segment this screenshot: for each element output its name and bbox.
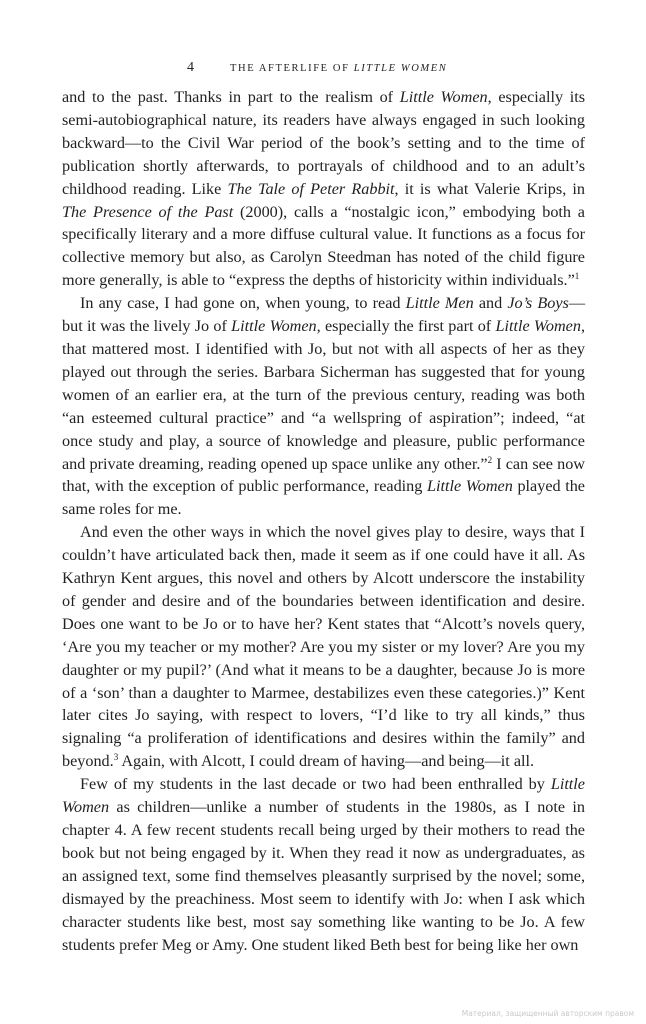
footnote-ref: 1 xyxy=(574,271,580,282)
running-head-title-italic: LITTLE WOMEN xyxy=(353,63,448,74)
italic-title: Little Women, xyxy=(231,317,321,336)
italic-title: The Tale of Peter Rabbit xyxy=(227,179,395,198)
text-run: —but it was the lively Jo of xyxy=(62,294,585,336)
text-run: Few of my students in the last decade or two had been enthralled by xyxy=(80,775,551,794)
copyright-watermark: Материал, защищенный авторским правом xyxy=(461,1009,634,1018)
italic-title: Little Women xyxy=(62,775,585,817)
footnote-ref: 3 xyxy=(113,752,119,763)
italic-title: Jo’s Boys xyxy=(507,294,569,313)
text-run: , that mattered most. I identified with Jo, but not with all aspects of her as they played out through the series. Barbara Sicherman has suggested that for young women of an earlier era, at the turn of the previous century, reading was both “an esteemed cultural practice” and “a wellspring of aspiration”; indeed, “at once study and play, a source of knowledge and pleasure, public performance and private dreaming, reading opened up space unlike any other.” xyxy=(62,317,585,473)
running-head xyxy=(62,56,585,86)
italic-title: Little Men xyxy=(405,294,474,313)
paragraph xyxy=(62,86,585,292)
footnote-ref: 2 xyxy=(487,454,493,465)
text-run: Again, with Alcott, I could dream of having—and being—it all. xyxy=(118,752,535,771)
text-run: , especially its semi-autobiographical nature, its readers have always engaged in such looking backward—to the Civil War period of the book’s setting and to the time of publication shortly afterwards, to portrayals of childhood and to an adult’s childhood reading. Like xyxy=(62,88,585,198)
text-run: and to the past. Thanks in part to the realism of xyxy=(62,88,400,106)
text-run: I can see now that, with the exception of public performance, reading xyxy=(62,454,586,496)
running-head-title-prefix: THE AFTERLIFE OF xyxy=(230,63,354,74)
paragraph xyxy=(62,521,585,773)
body-text xyxy=(62,86,585,956)
italic-title: The Presence of the Past xyxy=(62,202,234,221)
book-page xyxy=(62,56,585,956)
text-run: In any case, I had gone on, when young, to read xyxy=(80,294,406,313)
text-run: played the same roles for me. xyxy=(62,477,585,519)
text-run: And even the other ways in which the novel gives play to desire, ways that I couldn’t have articulated back then, made it seem as if one could have it all. As Kathryn Kent argues, this novel and others by Alcott underscore the instability of gender and desire and of the boundaries between identification and desire. Does one want to be Jo or to have her? Kent states that “Alcott’s novels query, ‘Are you my teacher or my mother? Are you my sister or my lover? Are you my daughter or my pupil?’ (And what it means to be a daughter, because Jo is more of a ‘son’ than a daughter to Marmee, destabilizes even these categories.)” Kent later cites Jo saying, with respect to lovers, “I’d like to try all kinds,” thus signaling “a proliferation of identifications and desires within the family” and beyond. xyxy=(62,523,585,771)
text-run: especially the first part of xyxy=(320,317,496,336)
text-run: , it is what Valerie Krips, in xyxy=(394,179,585,198)
italic-title: Little Women xyxy=(426,477,513,496)
page-number: 4 xyxy=(187,60,194,75)
paragraph xyxy=(62,292,585,521)
italic-title: Little Women xyxy=(495,317,581,336)
running-head-title xyxy=(230,63,447,74)
text-run: (2000), calls a “nostalgic icon,” embodying both a specifically literary and a more diffuse cultural value. It functions as a focus for collective memory but also, as Carolyn Steedman has noted of the child figure more generally, is able to “express the depths of historicity within individuals.” xyxy=(62,202,585,290)
italic-title: Little Women xyxy=(399,88,488,106)
text-run: as children—unlike a number of students in the 1980s, as I note in chapter 4. A few recent students recall being urged by their mothers to read the book but not being engaged by it. When they read it now as undergraduates, as an assigned text, some find themselves pleasantly surprised by the novel; some, dismayed by the preachiness. Most seem to identify with Jo: when I ask which character students like best, most say something like wanting to be Jo. A few students prefer Meg or Amy. One student liked Beth best for being like her own xyxy=(62,798,585,954)
text-run: and xyxy=(473,294,508,313)
paragraph xyxy=(62,773,585,956)
